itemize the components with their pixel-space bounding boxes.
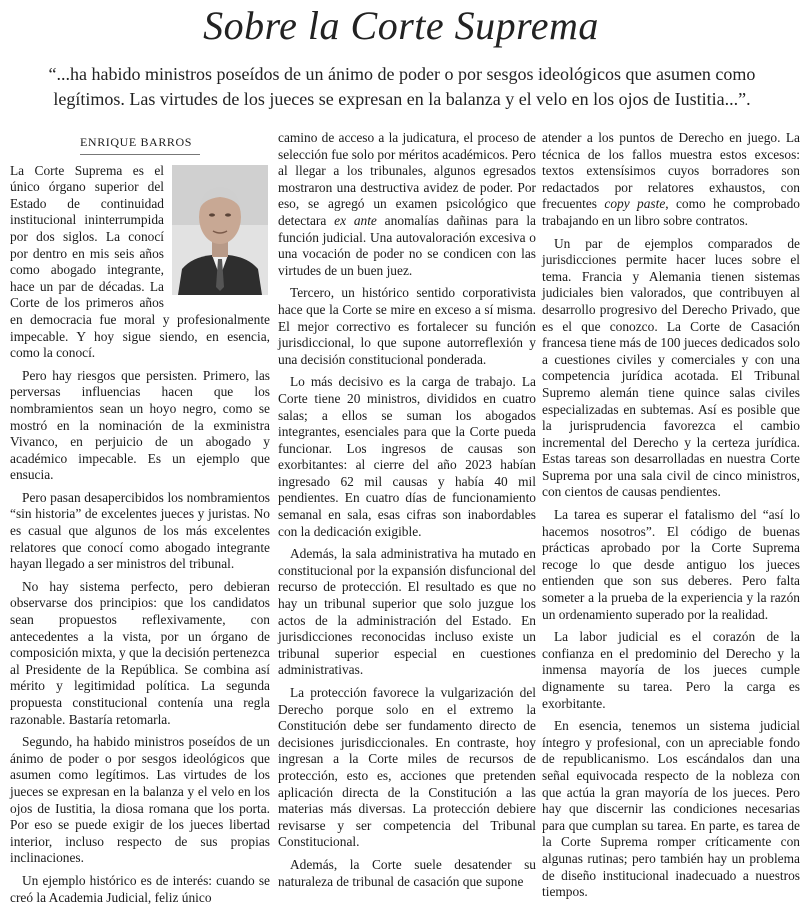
text-run: , como he comprobado trabajando en un libro sobre contratos. bbox=[542, 196, 801, 228]
paragraph: Tercero, un histórico sentido corporativista hace que la Corte se mire en exceso a sí misma. El mejor correctivo es fortalecer su función jurisdiccional, lo que supone autorreflexión y una decisión constitucional ponderada. bbox=[278, 285, 536, 367]
paragraph: Un ejemplo histórico es de interés: cuando se creó la Academia Judicial, feliz único bbox=[10, 872, 270, 905]
text-run: atender a los puntos de Derecho en juego. La técnica de los fallos muestra estos excesos: textos extensísimos cuyos borradores son redactados por relatores exhaustos, con frecuentes bbox=[542, 130, 800, 212]
text-run: camino de acceso a la judicatura, el proceso de selección fue solo por méritos académicos. Pero al llegar a los tribunales, algunos egresados mostraron una destructiva avidez de poder. Por eso, se agregó un examen psicológico que detectara bbox=[278, 130, 536, 228]
text-run: anomalías dañinas para la función judicial. Una autovaloración excesiva o una vocación de poder no se condicen con las virtudes de un buen juez. bbox=[278, 212, 536, 278]
column-3 bbox=[542, 130, 801, 900]
author-byline: ENRIQUE BARROS bbox=[80, 134, 200, 155]
paragraph: Un par de ejemplos comparados de jurisdicciones permite hacer luces sobre el tema. Francia y Alemania tienen sistemas judiciales bien valorados, que contribuyen al desarrollo progresivo del Derecho Privado, que es el que conozco. La Corte de Casación francesa tiene más de 100 jueces dedicados solo a cuestiones civiles y comerciales y con una competencia jurídica acotada. El Tribunal Supremo alemán tiene quince salas civiles especializadas en subtemas. Así es posible que la jurisprudencia favorezca el cambio incremental del Derecho y la certeza jurídica. Estas tareas son desarrolladas en nuestra Corte Suprema por una sala civil de cinco ministros, con cientos de causas pendientes. bbox=[542, 235, 800, 500]
paragraph: Pero pasan desapercibidos los nombramientos “sin historia” de excelentes jueces y juristas. No es casual que algunos de los más excelentes relatores que conocí como abogado integrante hayan llegado a ser ministros del tribunal. bbox=[10, 489, 270, 572]
paragraph bbox=[542, 130, 800, 230]
author-photo bbox=[172, 165, 268, 295]
paragraph: La Corte Suprema es el único órgano superior del Estado de continuidad institucional ininterrumpida por dos siglos. La conocí por dentro en mis seis años como abogado integrante, hace un par de décadas. La Corte de los primeros años en democracia fue moral y profesionalmente impecable. Y hoy sigue siendo, en esencia, como la conocí. bbox=[10, 162, 270, 361]
paragraph: Pero hay riesgos que persisten. Primero, las perversas influencias hacen que los nombramientos sean un hoyo negro, como se mostró en la nominación de la exministra Vivanco, en perjuicio de un abogado y académico impecable. Es un ejemplo que ensucia. bbox=[10, 367, 270, 483]
paragraph: No hay sistema perfecto, pero debieran observarse dos principios: que los candidatos sean propuestos reflexivamente, con antecedentes a la vista, por un órgano de composición mixta, y que la decisión pertenezca al Presidente de la República. Se combina así mérito y legitimidad política. La segunda propuesta constitucional contenía una regla razonable. Bastaría retomarla. bbox=[10, 578, 270, 727]
italic-term: copy paste bbox=[604, 196, 666, 212]
author-portrait-image bbox=[172, 165, 268, 295]
paragraph: Además, la sala administrativa ha mutado en constitucional por la expansión disfuncional del recurso de protección. El resultado es que no hay un tribunal superior que solo juzgue los actos de la administración del Estado. En jurisdicciones reconocidas incluso existe un tribunal superior especial en cuestiones administrativas. bbox=[278, 546, 536, 678]
paragraph: En esencia, tenemos un sistema judicial íntegro y profesional, con un apreciable fondo de republicanismo. Los escándalos dan una señal equivocada respecto de la nobleza con que actúa la gran mayoría de los jueces. Pero hay que discernir las condiciones necesarias para que cumplan su tarea. En parte, es tarea de la Corte Suprema romper críticamente con algunas rutinas; pero también hay un problema de diseño institucional inadecuado a nuestros tiempos. bbox=[542, 718, 800, 900]
paragraph: Lo más decisivo es la carga de trabajo. La Corte tiene 20 ministros, divididos en cuatro salas; a ellos se suman los abogados integrantes, esenciales para que la Corte pueda funcionar. Los ingresos de causas son exorbitantes: al cierre del año 2023 habían ingresado 62 mil causas y había 40 mil pendientes. En cuatro días de funcionamiento semanal en sala, esas cifras son inabordables con la dedicación exigible. bbox=[278, 374, 536, 539]
paragraph: Además, la Corte suele desatender su naturaleza de tribunal de casación que supone bbox=[278, 856, 536, 889]
column-1 bbox=[10, 134, 270, 905]
paragraph: La tarea es superar el fatalismo del “así lo hacemos nosotros”. El código de buenas prácticas aprobado por la Corte Suprema recoge lo que desde antiguo los jueces entienden que son sus deberes. Pero falta someter a la prueba de la experiencia y la razón un ordenamiento superado por la realidad. bbox=[542, 507, 800, 622]
paragraph: La labor judicial es el corazón de la confianza en el predominio del Derecho y la inmensa mayoría de los jueces cumple dignamente su tarea. Pero la carga es exorbitante. bbox=[542, 629, 800, 711]
article-columns bbox=[10, 130, 801, 905]
paragraph: Segundo, ha habido ministros poseídos de un ánimo de poder o por sesgos ideológicos que asumen como legítimos. Las virtudes de los jueces se expresan en la balanza y el velo en los ojos de Iustitia, la diosa romana que los porta. Por eso se puede exigir de los jueces libertad interior, incluso respecto de sus propias inclinaciones. bbox=[10, 734, 270, 866]
italic-term: ex ante bbox=[334, 212, 377, 228]
article-deck-quote: “...ha habido ministros poseídos de un ánimo de poder o por sesgos ideológicos que asumen como legítimos. Las virtudes de los jueces se expresan en la balanza y el velo en los ojos de Iustitia...”. bbox=[48, 64, 756, 109]
paragraph bbox=[278, 130, 536, 279]
article-title: Sobre la Corte Suprema bbox=[203, 3, 599, 48]
paragraph: La protección favorece la vulgarización del Derecho porque solo en el extremo la Constitución debe ser fundamento directo de decisiones jurisdiccionales. En contraste, hoy ingresan a la Corte miles de recursos de protección, esto es, acciones que pretenden aplicación directa de la Constitución a las materias más diversas. La protección debiere revisarse y ser competencia del Tribunal Constitucional. bbox=[278, 685, 536, 850]
column-2 bbox=[278, 130, 536, 889]
